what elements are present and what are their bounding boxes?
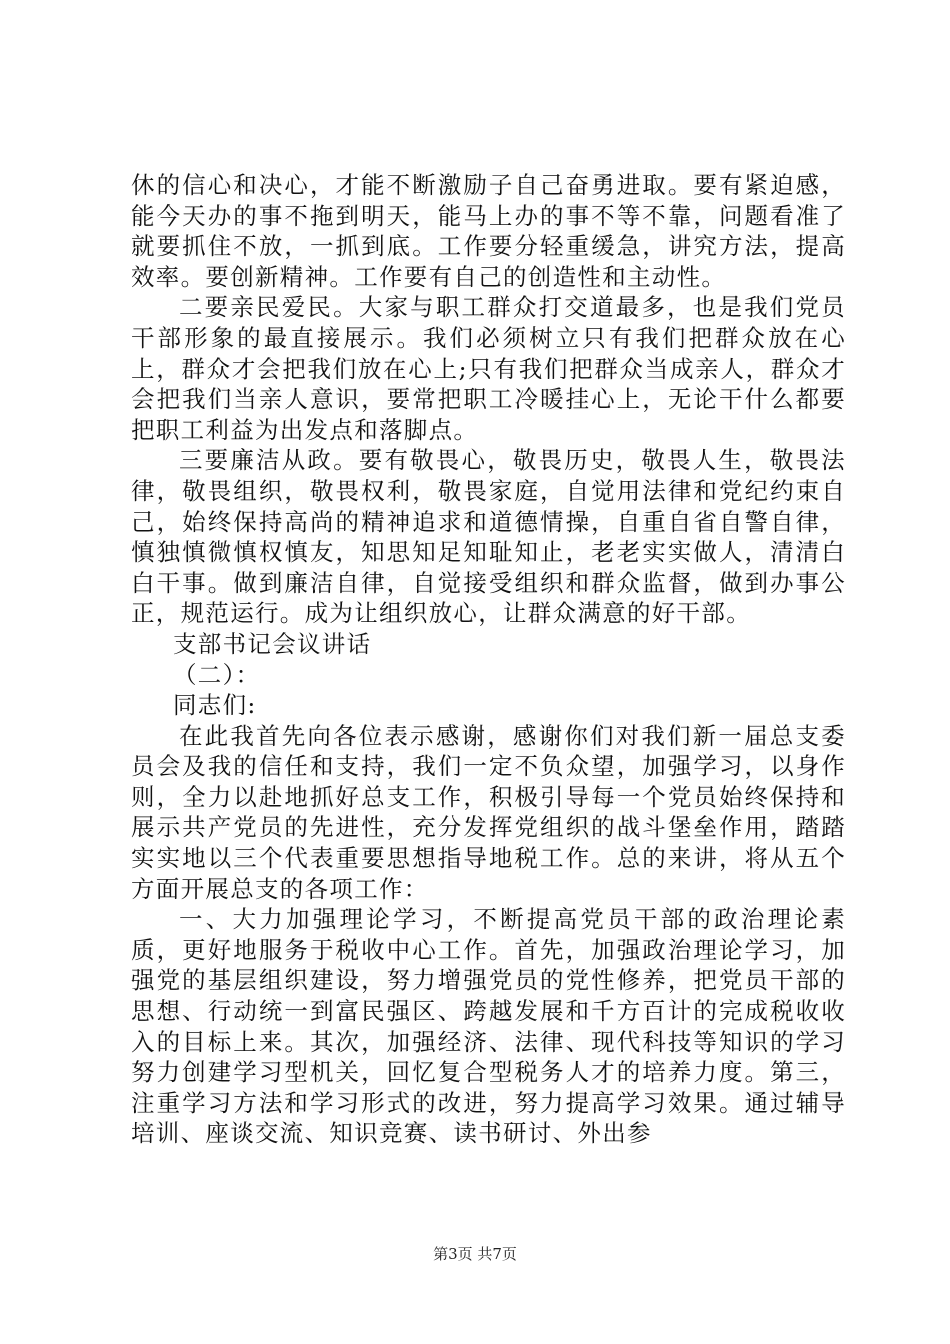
document-body xyxy=(131,170,846,1149)
paragraph-third-requirement: 三要廉洁从政。要有敬畏心，敬畏历史，敬畏人生，敬畏法律，敬畏组织，敬畏权利，敬畏家庭，自觉用法律和党纪约束自己，始终保持高尚的精神追求和道德情操，自重自省自警自律，慎独慎微慎权慎友，知思知足知耻知止，老老实实做人，清清白白干事。做到廉洁自律，自觉接受组织和群众监督，做到办事公正，规范运行。成为让组织放心，让群众满意的好干部。 xyxy=(131,446,846,628)
paragraph-theory-study: 一、大力加强理论学习，不断提高党员干部的政治理论素质，更好地服务于税收中心工作。首先，加强政治理论学习，加强党的基层组织建设，努力增强党员的党性修养，把党员干部的思想、行动统一到富民强区、跨越发展和千方百计的完成税收收入的目标上来。其次，加强经济、法律、现代科技等知识的学习努力创建学习型机关，回忆复合型税务人才的培养力度。第三，注重学习方法和学习形式的改进，努力提高学习效果。通过辅导培训、座谈交流、知识竞赛、读书研讨、外出参 xyxy=(131,905,846,1148)
page-number-footer: 第3页 共7页 xyxy=(433,1245,517,1263)
paragraph-continuation: 休的信心和决心，才能不断激励子自己奋勇进取。要有紧迫感，能今天办的事不拖到明天，能马上办的事不等不靠，问题看准了就要抓住不放，一抓到底。工作要分轻重缓急，讲究方法，提高效率。要创新精神。工作要有自己的创造性和主动性。 xyxy=(131,171,846,291)
salutation: 同志们: xyxy=(173,691,257,720)
section-heading: 支部书记会议讲话 xyxy=(173,629,372,658)
section-number: （二）： xyxy=(173,660,261,689)
paragraph-second-requirement: 二要亲民爱民。大家与职工群众打交道最多，也是我们党员干部形象的最直接展示。我们必须树立只有我们把群众放在心上，群众才会把我们放在心上;只有我们把群众当成亲人，群众才会把我们当亲人意识，要常把职工冷暖挂心上，无论干什么都要把职工利益为出发点和落脚点。 xyxy=(131,293,846,444)
paragraph-opening: 在此我首先向各位表示感谢，感谢你们对我们新一届总支委员会及我的信任和支持，我们一定不负众望，加强学习，以身作则，全力以赴地抓好总支工作，积极引导每一个党员始终保持和展示共产党员的先进性，充分发挥党组织的战斗堡垒作用，踏踏实实地以三个代表重要思想指导地税工作。总的来讲，将从五个方面开展总支的各项工作： xyxy=(131,721,846,903)
